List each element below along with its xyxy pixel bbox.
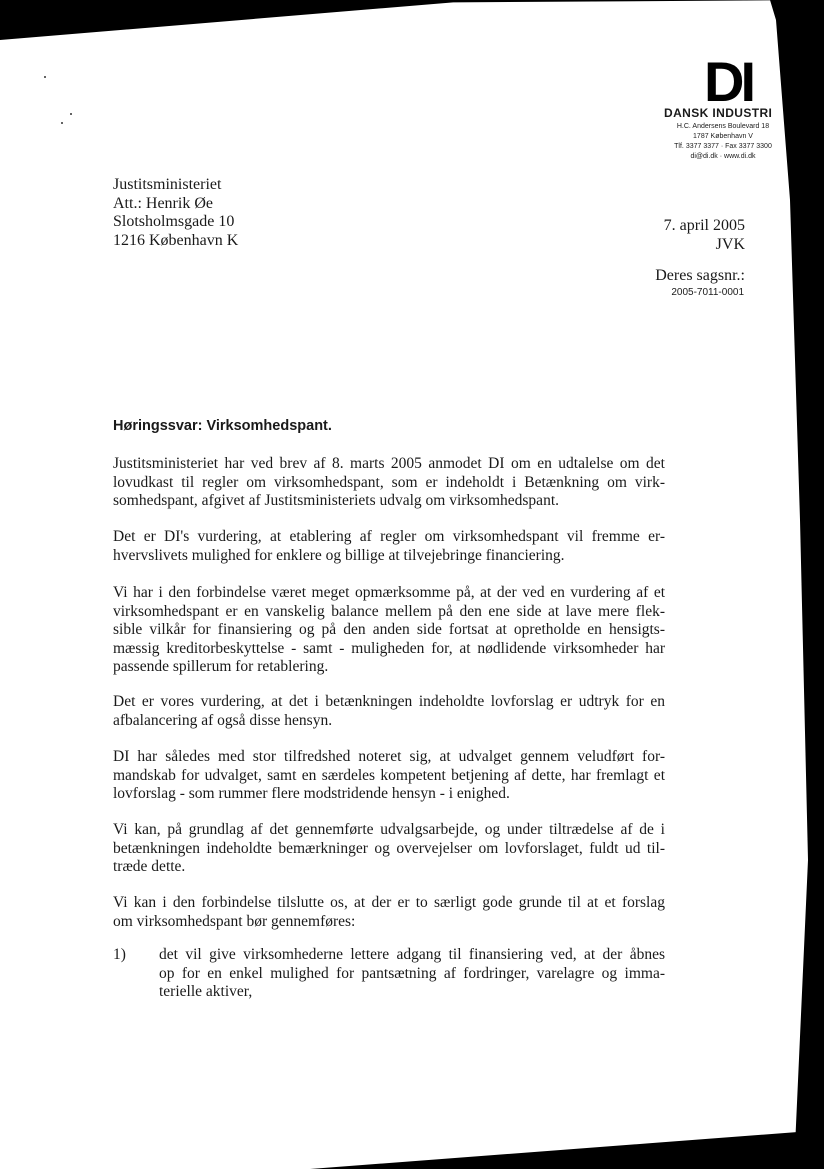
logo-mark: DI: [704, 50, 752, 113]
recipient-line: Slotsholmsgade 10: [113, 213, 235, 230]
letter-subject: Høringssvar: Virksomhedspant.: [113, 418, 332, 434]
body-line: afbalancering af også disse hensyn.: [113, 711, 333, 729]
body-paragraph: [113, 693, 665, 730]
body-line: betænkningen indeholdte bemærkninger og overvejelser om lovforslaget, fuldt ud til-: [113, 839, 665, 857]
recipient-line: Justitsministeriet: [113, 176, 222, 193]
body-line: passende spillerum for retablering.: [113, 658, 329, 675]
scan-speck: [70, 113, 72, 115]
letter-meta: [664, 217, 745, 254]
body-line: lovudkast til regler om virksomhedspant, som er indeholdt i Betænkning om virk-: [113, 473, 665, 491]
body-line: virksomhedspant er en vanskelig balance mellem på den ene side at lave mere flek-: [113, 602, 665, 620]
body-paragraph: [113, 821, 665, 877]
company-address-line: di@di.dk · www.di.dk: [690, 153, 756, 160]
list-item-line: terielle aktiver,: [159, 983, 253, 1000]
body-paragraph: [113, 455, 665, 511]
company-name: DANSK INDUSTRI: [664, 106, 773, 120]
company-address-line: H.C. Andersens Boulevard 18: [676, 123, 770, 130]
list-item-number: 1): [113, 946, 126, 963]
di-logo: [696, 50, 786, 113]
body-line: somhedspant, afgivet af Justitsministeriets udvalg om virksomhedspant.: [113, 492, 559, 509]
company-address-line: 1787 København V: [693, 133, 753, 140]
recipient-address: [113, 176, 238, 250]
body-line: Vi kan, på grundlag af det gennemførte udvalgsarbejde, og under tiltrædelse af de i: [113, 821, 665, 838]
company-address: [660, 122, 786, 162]
reference-label: Deres sagsnr.:: [655, 267, 745, 284]
body-line: Det er DI's vurdering, at etablering af regler om virksomhedspant vil fremme er-: [113, 528, 665, 545]
body-line: mæssig kreditorbeskyttelse - samt - muligheden for, at nødlidende virksomheder har: [113, 639, 665, 657]
body-line: lovforslag - som rummer flere modstridende hensyn - i enighed.: [113, 785, 510, 802]
body-line: Det er vores vurdering, at det i betænkningen indeholdte lovforslag er udtryk for en: [113, 693, 665, 710]
body-line: sible vilkår for finansiering og på den anden side fortsat at opretholde en hensigts-: [113, 621, 665, 638]
list-item-line: det vil give virksomhederne lettere adgang til finansiering ved, at der åbnes: [159, 946, 665, 963]
body-paragraph: [113, 748, 665, 804]
body-line: træde dette.: [113, 858, 186, 875]
scan-speck: [44, 76, 46, 78]
body-line: Justitsministeriet har ved brev af 8. marts 2005 anmodet DI om en udtalelse om det: [113, 455, 665, 472]
scan-edge-top: [0, 0, 824, 40]
body-line: DI har således med stor tilfredshed noteret sig, at udvalget gennem veludført for-: [113, 748, 665, 765]
list-item-line: op for en enkel mulighed for pantsætning af fordringer, varelagre og imma-: [159, 964, 665, 982]
body-paragraph: [113, 528, 665, 565]
body-line: hvervslivets mulighed for enklere og billige at tilvejebringe financiering.: [113, 546, 565, 564]
scan-speck: [61, 122, 63, 124]
list-item-text: [159, 946, 665, 1002]
body-line: Vi har i den forbindelse været meget opmærksomme på, at der ved en vurdering af et: [113, 584, 665, 601]
sender-initials: JVK: [715, 235, 745, 253]
reference-number: 2005-7011-0001: [671, 287, 744, 298]
letter-date: 7. april 2005: [663, 217, 745, 234]
body-paragraph: [113, 894, 665, 931]
body-line: om virksomhedspant bør gennemføres:: [113, 912, 356, 930]
recipient-line: 1216 København K: [113, 231, 239, 249]
body-paragraph: [113, 584, 665, 677]
company-address-line: Tlf. 3377 3377 · Fax 3377 3300: [674, 143, 772, 150]
body-line: Vi kan i den forbindelse tilslutte os, at der er to særligt gode grunde til at et forslag: [113, 894, 665, 911]
body-line: mandskab for udvalget, samt en særdeles kompetent betjening af dette, har fremlagt et: [113, 766, 665, 784]
recipient-line: Att.: Henrik Øe: [113, 194, 213, 212]
